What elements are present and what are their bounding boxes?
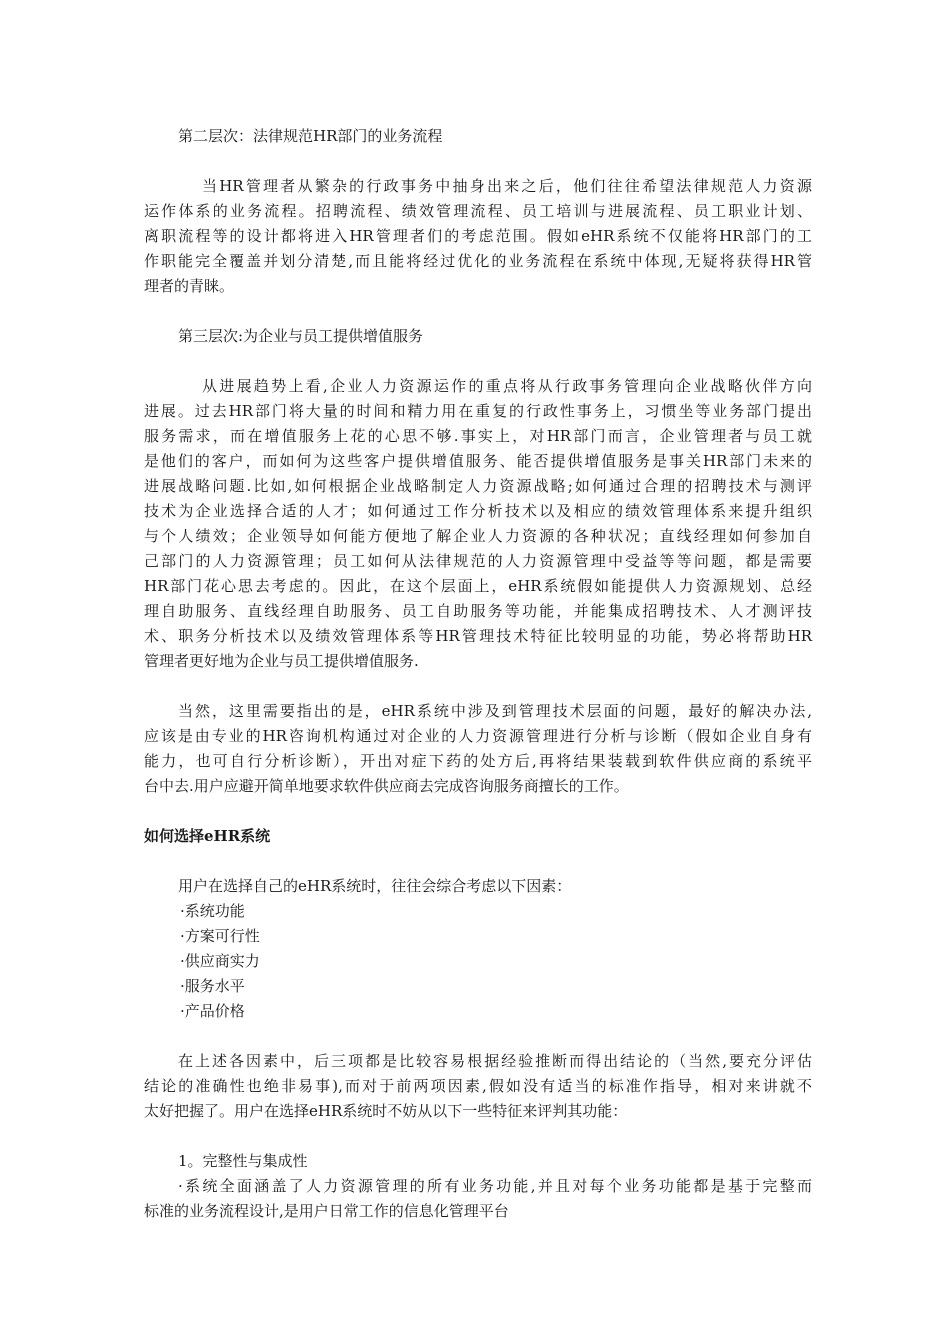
paragraph-line: 运作体系的业务流程。招聘流程、绩效管理流程、员工培训与进展流程、员工职业计划、 (144, 202, 812, 220)
paragraph-line: HR部门花心思去考虑的。因此，在这个层面上，eHR系统假如能提供人力资源规划、总经 (144, 577, 812, 595)
spacer (144, 1124, 812, 1149)
paragraph-line: 标准的业务流程设计,是用户日常工作的信息化管理平台 (144, 1202, 509, 1220)
paragraph-line: 服务需求，而在增值服务上花的心思不够.事实上，对HR部门而言，企业管理者与员工就 (144, 427, 812, 445)
paragraph-line: 与个人绩效；企业领导如何能方便地了解企业人力资源的各种状况；直线经理如何参加自 (144, 527, 812, 545)
paragraph-line: 理者的青睐。 (144, 277, 235, 295)
list-item: ·供应商实力 (180, 952, 260, 970)
document-page (144, 124, 812, 1224)
list-item: ·产品价格 (180, 1002, 245, 1020)
paragraph-line: 管理者更好地为企业与员工提供增值服务. (144, 652, 419, 670)
paragraph-line: 术、职务分析技术以及绩效管理体系等HR管理技术特征比较明显的功能，势必将帮助HR (144, 627, 812, 645)
paragraph-line: 理自助服务、直线经理自助服务、员工自助服务等功能，并能集成招聘技术、人才测评技 (144, 602, 812, 620)
paragraph-line: 应该是由专业的HR咨询机构通过对企业的人力资源管理进行分析与诊断（假如企业自身有 (144, 727, 812, 745)
factors-intro: 用户在选择自己的eHR系统时，往往会综合考虑以下因素： (178, 877, 572, 895)
level2-heading: 第二层次：法律规范HR部门的业务流程 (178, 127, 443, 145)
spacer (144, 349, 812, 374)
paragraph-line: 当然，这里需要指出的是，eHR系统中涉及到管理技术层面的问题，最好的解决办法, (178, 702, 812, 720)
feature1-heading: 1。完整性与集成性 (178, 1152, 308, 1170)
factor-list (144, 899, 812, 1024)
spacer (144, 149, 812, 174)
level3-heading: 第三层次:为企业与员工提供增值服务 (178, 327, 424, 345)
note-paragraph (144, 699, 812, 799)
paragraph-line: ·系统全面涵盖了人力资源管理的所有业务功能,并且对每个业务功能都是基于完整而 (178, 1177, 812, 1195)
paragraph-line: 台中去.用户应避开简单地要求软件供应商去完成咨询服务商擅长的工作。 (144, 777, 629, 795)
section-heading: 如何选择eHR系统 (144, 827, 271, 845)
spacer (144, 799, 812, 824)
level3-paragraph (144, 374, 812, 674)
list-item: ·方案可行性 (180, 927, 260, 945)
paragraph-line: 从进展趋势上看,企业人力资源运作的重点将从行政事务管理向企业战略伙伴方向 (202, 377, 812, 395)
level2-paragraph (144, 174, 812, 299)
spacer (144, 299, 812, 324)
list-item: ·系统功能 (180, 902, 245, 920)
paragraph-line: 进展战略问题.比如,如何根据企业战略制定人力资源战略;如何通过合理的招聘技术与测评 (144, 477, 812, 495)
spacer (144, 849, 812, 874)
paragraph-line: 技术为企业选择合适的人才；如何通过工作分析技术以及相应的绩效管理体系来提升组织 (144, 502, 812, 520)
spacer (144, 1024, 812, 1049)
paragraph-line: 太好把握了。用户在选择eHR系统时不妨从以下一些特征来评判其功能： (144, 1102, 628, 1120)
paragraph-line: 结论的准确性也绝非易事),而对于前两项因素,假如没有适当的标准作指导，相对来讲就不 (144, 1077, 812, 1095)
paragraph-line: 在上述各因素中，后三项都是比较容易根据经验推断而得出结论的（当然,要充分评估 (178, 1052, 812, 1070)
paragraph-line: 当HR管理者从繁杂的行政事务中抽身出来之后，他们往往希望法律规范人力资源 (202, 177, 812, 195)
paragraph-line: 是他们的客户，而如何为这些客户提供增值服务、能否提供增值服务是事关HR部门未来的 (144, 452, 812, 470)
paragraph-line: 能力，也可自行分析诊断），开出对症下药的处方后,再将结果装载到软件供应商的系统平 (144, 752, 812, 770)
spacer (144, 674, 812, 699)
paragraph-line: 作职能完全覆盖并划分清楚,而且能将经过优化的业务流程在系统中体现,无疑将获得HR管 (144, 252, 812, 270)
paragraph-line: 己部门的人力资源管理；员工如何从法律规范的人力资源管理中受益等等问题，都是需要 (144, 552, 812, 570)
paragraph-line: 进展。过去HR部门将大量的时间和精力用在重复的行政性事务上，习惯坐等业务部门提出 (144, 402, 812, 420)
paragraph-line: 离职流程等的设计都将进入HR管理者们的考虑范围。假如eHR系统不仅能将HR部门的工 (144, 227, 812, 245)
feature1-paragraph (144, 1174, 812, 1224)
analysis-paragraph (144, 1049, 812, 1124)
list-item: ·服务水平 (180, 977, 245, 995)
